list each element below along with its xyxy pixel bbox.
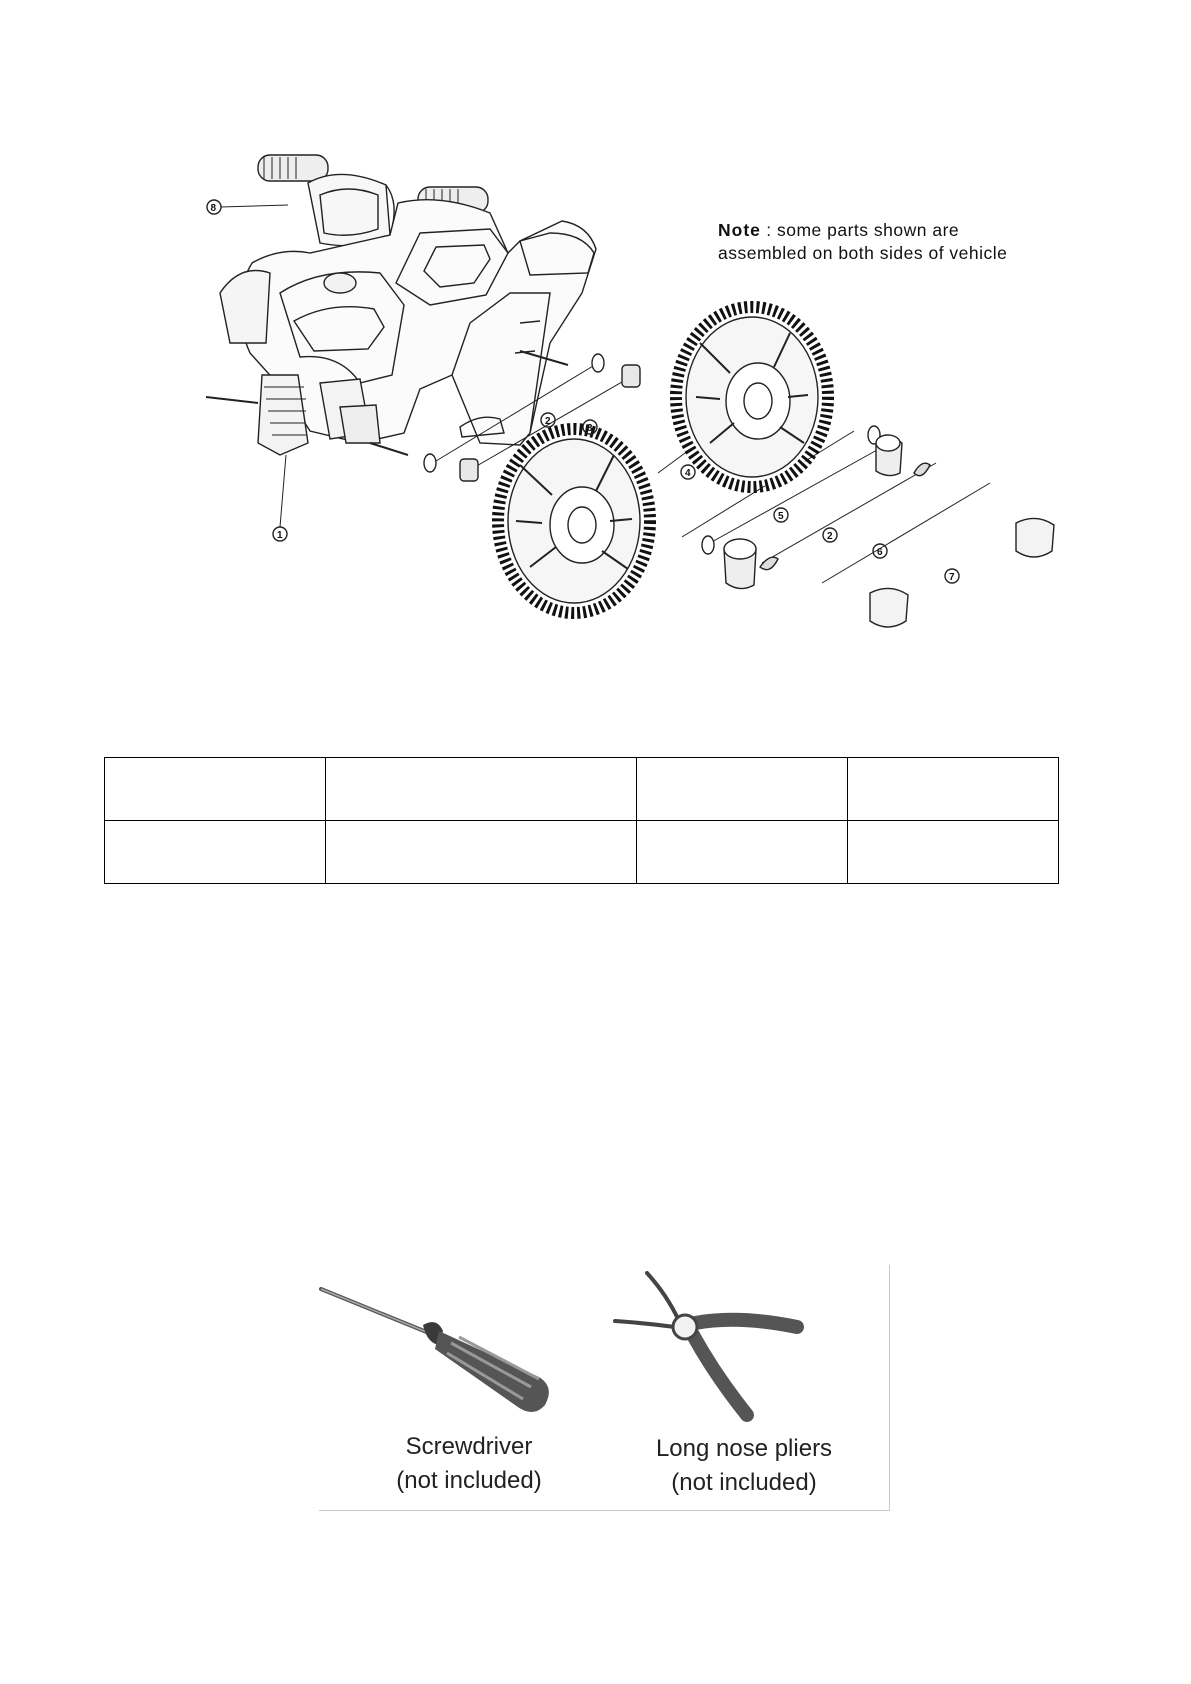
callout-number: 3 <box>587 423 593 434</box>
table-cell <box>848 758 1059 821</box>
parts-table <box>104 757 1059 884</box>
screwdriver-note: (not included) <box>396 1467 542 1494</box>
pliers-name: Long nose pliers <box>655 1435 833 1462</box>
table-cell <box>105 821 326 884</box>
note-line-2: assembled on both sides of vehicle <box>718 243 1008 263</box>
pliers-icon <box>615 1273 797 1415</box>
tools-panel <box>319 1265 890 1511</box>
callout-8: 8 <box>210 203 217 214</box>
table-cell <box>326 758 637 821</box>
assembly-note <box>718 219 1007 265</box>
screwdriver-icon <box>321 1289 549 1412</box>
front-wheel <box>498 429 650 613</box>
note-label: Note <box>718 220 761 240</box>
pliers-caption <box>619 1432 869 1500</box>
callout-1: 1 <box>277 530 283 541</box>
table-row <box>105 758 1059 821</box>
table-cell <box>105 758 326 821</box>
callout-number: 4 <box>685 468 691 479</box>
rear-wheel <box>676 307 828 487</box>
headlight-cover <box>308 174 394 245</box>
screwdriver-caption <box>359 1430 579 1498</box>
callout-number: 6 <box>877 547 883 558</box>
table-cell <box>326 821 637 884</box>
pliers-note: (not included) <box>671 1469 817 1496</box>
table-cell <box>637 758 848 821</box>
table-cell <box>637 821 848 884</box>
callout-number: 5 <box>778 511 784 522</box>
callout-number: 2 <box>545 416 551 427</box>
table-cell <box>848 821 1059 884</box>
screwdriver-name: Screwdriver <box>405 1433 533 1460</box>
note-line-1: : some parts shown are <box>760 220 960 240</box>
table-row <box>105 821 1059 884</box>
callout-number: 2 <box>827 531 833 542</box>
callout-number: 7 <box>949 572 955 583</box>
